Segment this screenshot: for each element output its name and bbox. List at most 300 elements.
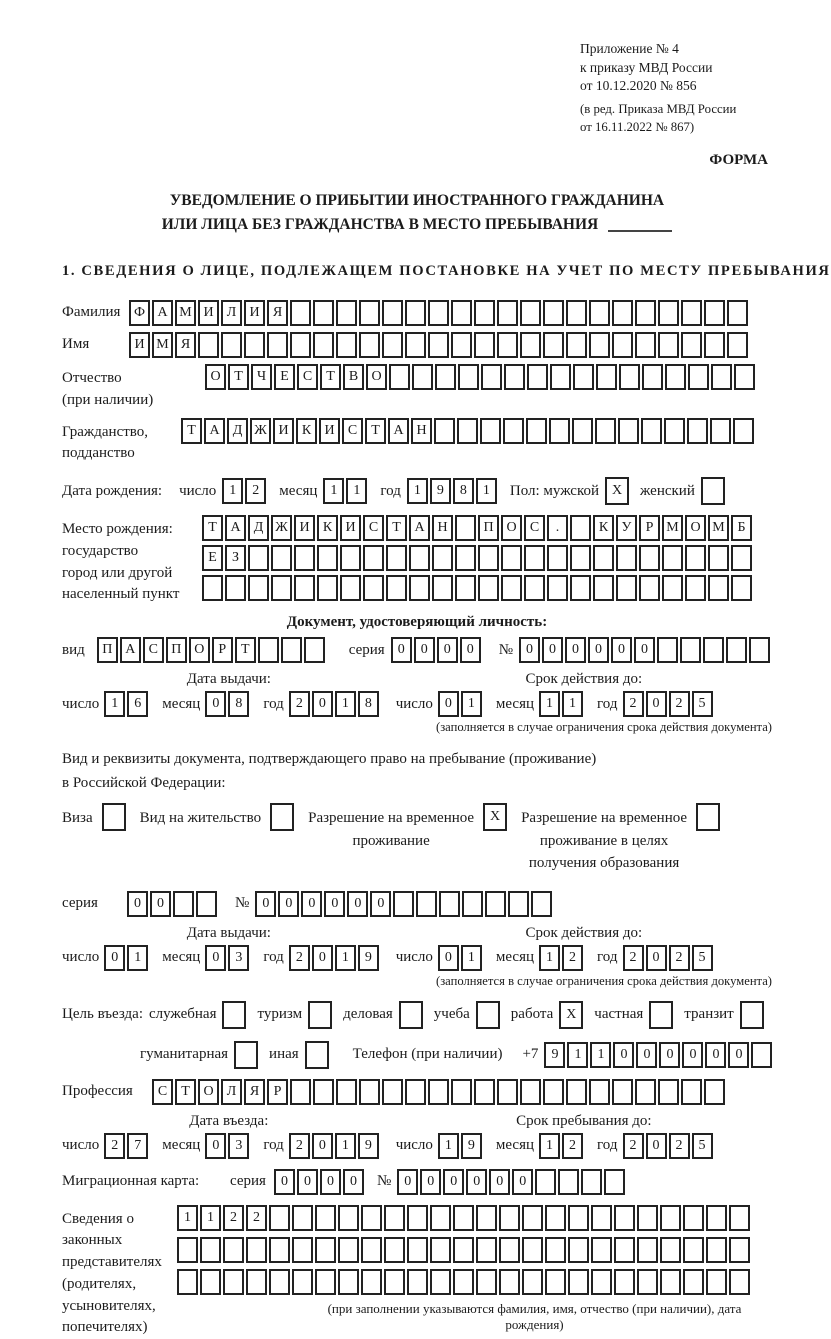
doc-dates-row: [62, 671, 772, 717]
entry-date-heading: Дата въезда:: [189, 1112, 269, 1129]
form-cell: [304, 637, 325, 663]
residence-doc-paragraph: Вид и реквизиты документа, подтверждающего право на пребывание (проживание) в Российской Федерации:: [62, 751, 597, 792]
gender-male-checkbox: [605, 477, 629, 505]
form-cell: У: [616, 515, 637, 541]
phone-label: Телефон (при наличии): [352, 1046, 503, 1063]
form-cell: 1: [127, 945, 148, 971]
form-cell: [222, 1001, 246, 1029]
form-cell: М: [708, 515, 729, 541]
form-cell: 0: [397, 1169, 418, 1195]
form-cell: П: [478, 515, 499, 541]
gender-female-label: женский: [640, 482, 695, 499]
form-cell: [382, 300, 403, 326]
representatives-grid: [177, 1205, 772, 1333]
purpose-official-checkbox: [222, 1001, 246, 1029]
purpose-tourism-checkbox: [308, 1001, 332, 1029]
form-cell: [740, 1001, 764, 1029]
form-cell: [221, 332, 242, 358]
form-cell: [382, 332, 403, 358]
form-cell: Я: [175, 332, 196, 358]
form-cell: [476, 1205, 497, 1231]
migration-card-row: [62, 1169, 772, 1195]
form-cell: [457, 418, 478, 444]
form-cell: О: [685, 515, 706, 541]
form-cell: 0: [301, 891, 322, 917]
form-cell: [405, 300, 426, 326]
birthdate-label: Дата рождения:: [62, 482, 163, 499]
form-cell: Н: [432, 515, 453, 541]
form-cell: М: [662, 515, 683, 541]
form-cell: [662, 575, 683, 601]
purpose-row-2: [62, 1041, 772, 1069]
form-cell: [727, 300, 748, 326]
purpose-work-checkbox: [559, 1001, 583, 1029]
form-cell: [305, 1041, 329, 1069]
form-cell: 2: [562, 945, 583, 971]
form-cell: [664, 418, 685, 444]
form-cell: Р: [212, 637, 233, 663]
form-cell: 9: [430, 478, 451, 504]
form-cell: [384, 1237, 405, 1263]
identity-doc-row: [62, 637, 772, 663]
form-cell: [531, 891, 552, 917]
form-cell: Т: [228, 364, 249, 390]
form-cell: 0: [565, 637, 586, 663]
form-cell: [685, 575, 706, 601]
form-cell: 0: [489, 1169, 510, 1195]
form-cell: [501, 575, 522, 601]
form-cell: 0: [438, 945, 459, 971]
form-cell: 0: [205, 1133, 226, 1159]
form-cell: 2: [623, 945, 644, 971]
form-cell: [386, 545, 407, 571]
form-cell: [428, 332, 449, 358]
form-cell: 2: [223, 1205, 244, 1231]
form-cell: [566, 300, 587, 326]
form-cell: 0: [370, 891, 391, 917]
form-cell: [550, 364, 571, 390]
birthplace-label: Место рождения: государство город или другой населенный пункт: [62, 521, 180, 603]
permit-expiry-col: [396, 925, 772, 971]
form-cell: [234, 1041, 258, 1069]
form-cell: Т: [386, 515, 407, 541]
form-cell: 1: [346, 478, 367, 504]
form-cell: [340, 545, 361, 571]
form-cell: [685, 545, 706, 571]
form-cell: [543, 332, 564, 358]
form-cell: 0: [613, 1042, 634, 1068]
form-cell: [290, 1079, 311, 1105]
form-cell: [503, 418, 524, 444]
form-cell: [246, 1269, 267, 1295]
patronymic-row: [62, 364, 772, 412]
form-cell: [526, 418, 547, 444]
form-cell: 0: [443, 1169, 464, 1195]
form-cell: П: [97, 637, 118, 663]
form-cell: [455, 575, 476, 601]
form-cell: [455, 515, 476, 541]
form-cell: [308, 1001, 332, 1029]
form-cell: 0: [519, 637, 540, 663]
form-cell: 0: [150, 891, 171, 917]
form-cell: [428, 1079, 449, 1105]
form-cell: Д: [248, 515, 269, 541]
birthdate-row: [62, 477, 772, 505]
profession-label: Профессия: [62, 1083, 133, 1100]
form-title: [62, 189, 772, 237]
form-cell: [662, 545, 683, 571]
form-cell: [462, 891, 483, 917]
purpose-humanitarian-checkbox: [234, 1041, 258, 1069]
birthplace-row-2: [202, 545, 754, 571]
permit-series-row: [62, 891, 772, 917]
form-cell: [729, 1237, 750, 1263]
form-cell: [591, 1237, 612, 1263]
form-cell: [731, 575, 752, 601]
form-cell: [589, 300, 610, 326]
entry-date: число 2 7 месяц 0 3 год 2 0 1 9: [62, 1133, 396, 1159]
form-cell: [453, 1237, 474, 1263]
doc-expiry-note: (заполняется в случае ограничения срока действия документа): [436, 720, 772, 735]
form-cell: [543, 300, 564, 326]
form-cell: 0: [347, 891, 368, 917]
form-cell: [658, 332, 679, 358]
form-cell: [614, 1237, 635, 1263]
form-cell: 1: [461, 691, 482, 717]
form-cell: [639, 545, 660, 571]
section1-heading: 1. СВЕДЕНИЯ О ЛИЦЕ, ПОДЛЕЖАЩЕМ ПОСТАНОВКЕ НА УЧЕТ ПО МЕСТУ ПРЕБЫВАНИЯ: [62, 263, 831, 280]
form-cell: [665, 364, 686, 390]
citizenship-boxes: [181, 418, 756, 444]
form-cell: [657, 637, 678, 663]
form-cell: [701, 477, 725, 505]
form-cell: 1: [200, 1205, 221, 1231]
form-cell: [681, 332, 702, 358]
purpose-other-label: иная: [269, 1046, 299, 1063]
purpose-row: [62, 1001, 772, 1029]
form-cell: [290, 332, 311, 358]
permit-expiry-note: (заполняется в случае ограничения срока действия документа): [436, 973, 772, 988]
form-cell: [616, 545, 637, 571]
purpose-transit-label: транзит: [684, 1006, 734, 1023]
form-cell: 0: [324, 891, 345, 917]
form-cell: 8: [228, 691, 249, 717]
form-cell: Н: [411, 418, 432, 444]
form-cell: [478, 575, 499, 601]
surname-label: Фамилия: [62, 304, 121, 321]
form-cell: [568, 1269, 589, 1295]
form-cell: X: [559, 1001, 583, 1029]
form-cell: [102, 803, 126, 831]
form-cell: [612, 300, 633, 326]
form-cell: [361, 1269, 382, 1295]
birth-year-label: год: [380, 482, 401, 499]
permit-expiry-heading: Срок действия до:: [525, 924, 643, 941]
purpose-humanitarian-label: гуманитарная: [140, 1046, 229, 1063]
form-cell: [336, 300, 357, 326]
form-cell: [313, 332, 334, 358]
form-cell: [729, 1269, 750, 1295]
form-cell: [499, 1205, 520, 1231]
purpose-official-label: служебная: [148, 1006, 217, 1023]
form-cell: [481, 364, 502, 390]
form-cell: И: [198, 300, 219, 326]
form-cell: [455, 545, 476, 571]
form-cell: 1: [335, 1133, 356, 1159]
form-cell: [545, 1269, 566, 1295]
profession-boxes: [152, 1079, 727, 1105]
form-cell: [591, 1205, 612, 1231]
form-cell: К: [296, 418, 317, 444]
form-cell: [258, 637, 279, 663]
form-cell: 1: [539, 691, 560, 717]
permit-number-label: №: [235, 895, 250, 912]
form-cell: [478, 545, 499, 571]
form-cell: З: [225, 545, 246, 571]
form-cell: А: [204, 418, 225, 444]
purpose-private-checkbox: [649, 1001, 673, 1029]
form-cell: [706, 1205, 727, 1231]
form-cell: [315, 1205, 336, 1231]
form-cell: 1: [476, 478, 497, 504]
form-cell: [619, 364, 640, 390]
form-cell: 2: [623, 691, 644, 717]
form-cell: [453, 1205, 474, 1231]
form-cell: 0: [414, 637, 435, 663]
option-visa: Виза: [62, 803, 126, 831]
gender-female-checkbox: [701, 477, 725, 505]
appendix-revision: [580, 101, 772, 136]
form-cell: [751, 1042, 772, 1068]
form-cell: А: [388, 418, 409, 444]
form-cell: [660, 1205, 681, 1231]
form-cell: С: [143, 637, 164, 663]
form-cell: [545, 1237, 566, 1263]
form-cell: И: [273, 418, 294, 444]
stay-until-heading: Срок пребывания до:: [516, 1112, 652, 1129]
form-cell: [520, 332, 541, 358]
form-cell: 0: [278, 891, 299, 917]
representatives-row-3: [177, 1269, 772, 1295]
form-cell: 0: [437, 637, 458, 663]
form-cell: [566, 332, 587, 358]
form-cell: [683, 1205, 704, 1231]
form-cell: 1: [590, 1042, 611, 1068]
form-cell: [727, 332, 748, 358]
permit-series-label: серия: [62, 895, 98, 912]
form-cell: 0: [274, 1169, 295, 1195]
form-cell: О: [205, 364, 226, 390]
form-cell: [706, 1237, 727, 1263]
form-cell: 0: [255, 891, 276, 917]
form-cell: [315, 1237, 336, 1263]
form-cell: [535, 1169, 556, 1195]
form-cell: [363, 575, 384, 601]
form-cell: 8: [358, 691, 379, 717]
form-cell: [202, 575, 223, 601]
form-cell: [545, 1205, 566, 1231]
form-cell: [476, 1269, 497, 1295]
purpose-label: Цель въезда:: [62, 1006, 143, 1023]
form-cell: 0: [343, 1169, 364, 1195]
form-cell: 0: [312, 691, 333, 717]
form-cell: .: [547, 515, 568, 541]
form-cell: [292, 1205, 313, 1231]
form-cell: [711, 364, 732, 390]
form-cell: [271, 575, 292, 601]
form-cell: 0: [682, 1042, 703, 1068]
form-cell: С: [363, 515, 384, 541]
form-cell: 0: [460, 637, 481, 663]
form-cell: 1: [438, 1133, 459, 1159]
form-cell: [340, 575, 361, 601]
form-cell: [527, 364, 548, 390]
form-cell: [361, 1205, 382, 1231]
form-cell: 0: [636, 1042, 657, 1068]
form-cell: [317, 545, 338, 571]
form-cell: [453, 1269, 474, 1295]
form-cell: [593, 545, 614, 571]
form-cell: [566, 1079, 587, 1105]
form-cell: [497, 300, 518, 326]
form-cell: [248, 575, 269, 601]
form-cell: А: [152, 300, 173, 326]
firstname-boxes: [129, 332, 750, 358]
form-cell: 1: [335, 945, 356, 971]
form-cell: [497, 1079, 518, 1105]
form-cell: 1: [104, 691, 125, 717]
form-cell: 2: [245, 478, 266, 504]
form-cell: 0: [205, 691, 226, 717]
migcard-series-label: серия: [230, 1173, 266, 1190]
form-cell: 0: [542, 637, 563, 663]
form-cell: [658, 1079, 679, 1105]
form-cell: [409, 575, 430, 601]
form-cell: 1: [562, 691, 583, 717]
form-cell: [680, 637, 701, 663]
representatives-row: [62, 1205, 772, 1339]
form-cell: 0: [391, 637, 412, 663]
form-cell: [710, 418, 731, 444]
doc-series-boxes: [391, 637, 483, 663]
form-cell: 1: [407, 478, 428, 504]
form-cell: [177, 1237, 198, 1263]
form-cell: [474, 300, 495, 326]
form-cell: [292, 1269, 313, 1295]
form-cell: С: [342, 418, 363, 444]
revision-line-1: (в ред. Приказа МВД России: [580, 101, 737, 116]
form-cell: [432, 575, 453, 601]
doc-issue-date: число 1 6 месяц 0 8 год 2 0 1 8: [62, 691, 396, 717]
form-cell: [269, 1205, 290, 1231]
form-cell: [430, 1205, 451, 1231]
form-cell: [733, 418, 754, 444]
form-cell: [338, 1205, 359, 1231]
phone-prefix: +7: [522, 1046, 539, 1063]
form-cell: [524, 575, 545, 601]
citizenship-row: [62, 418, 772, 466]
form-cell: [522, 1269, 543, 1295]
form-cell: 2: [289, 945, 310, 971]
form-cell: И: [294, 515, 315, 541]
form-cell: [687, 418, 708, 444]
birth-year-boxes: [407, 478, 499, 504]
form-cell: 2: [669, 945, 690, 971]
form-cell: [570, 515, 591, 541]
form-cell: [480, 418, 501, 444]
form-cell: 2: [669, 1133, 690, 1159]
form-cell: Т: [175, 1079, 196, 1105]
purpose-study-checkbox: [476, 1001, 500, 1029]
form-cell: [520, 300, 541, 326]
form-cell: [570, 575, 591, 601]
form-cell: [359, 1079, 380, 1105]
form-cell: С: [524, 515, 545, 541]
form-cell: Т: [181, 418, 202, 444]
form-cell: 1: [323, 478, 344, 504]
form-cell: 0: [512, 1169, 533, 1195]
form-cell: Т: [202, 515, 223, 541]
form-cell: [269, 1237, 290, 1263]
birth-day-boxes: [222, 478, 268, 504]
form-cell: 6: [127, 691, 148, 717]
form-cell: 2: [104, 1133, 125, 1159]
form-cell: [660, 1237, 681, 1263]
form-cell: 1: [177, 1205, 198, 1231]
form-cell: [708, 575, 729, 601]
doc-expiry-col: [396, 671, 772, 717]
form-cell: [292, 1237, 313, 1263]
form-cell: О: [189, 637, 210, 663]
form-cell: [439, 891, 460, 917]
form-cell: [409, 545, 430, 571]
form-cell: [589, 1079, 610, 1105]
form-cell: [596, 364, 617, 390]
form-cell: [635, 332, 656, 358]
representatives-note: (при заполнении указываются фамилия, имя, отчество (при наличии), дата рождения): [327, 1300, 742, 1332]
form-cell: Ж: [271, 515, 292, 541]
form-cell: [393, 891, 414, 917]
form-cell: Л: [221, 300, 242, 326]
form-cell: [407, 1269, 428, 1295]
form-cell: И: [129, 332, 150, 358]
form-cell: [558, 1169, 579, 1195]
form-cell: [706, 1269, 727, 1295]
form-cell: [336, 1079, 357, 1105]
form-cell: С: [297, 364, 318, 390]
form-cell: [649, 1001, 673, 1029]
birth-month-boxes: [323, 478, 369, 504]
form-cell: 0: [646, 1133, 667, 1159]
form-cell: А: [120, 637, 141, 663]
gender-male-label: Пол: мужской: [509, 482, 600, 499]
entry-date-col: [62, 1113, 396, 1159]
form-cell: [177, 1269, 198, 1295]
form-cell: [568, 1237, 589, 1263]
form-cell: [451, 332, 472, 358]
form-cell: 3: [228, 945, 249, 971]
form-cell: [547, 575, 568, 601]
form-cell: [338, 1237, 359, 1263]
title-line-1: УВЕДОМЛЕНИЕ О ПРИБЫТИИ ИНОСТРАННОГО ГРАЖДАНИНА: [169, 192, 665, 210]
form-cell: Е: [274, 364, 295, 390]
form-cell: Р: [639, 515, 660, 541]
form-cell: [704, 300, 725, 326]
form-cell: 2: [562, 1133, 583, 1159]
stay-until-col: [396, 1113, 772, 1159]
form-cell: [704, 1079, 725, 1105]
form-cell: [731, 545, 752, 571]
